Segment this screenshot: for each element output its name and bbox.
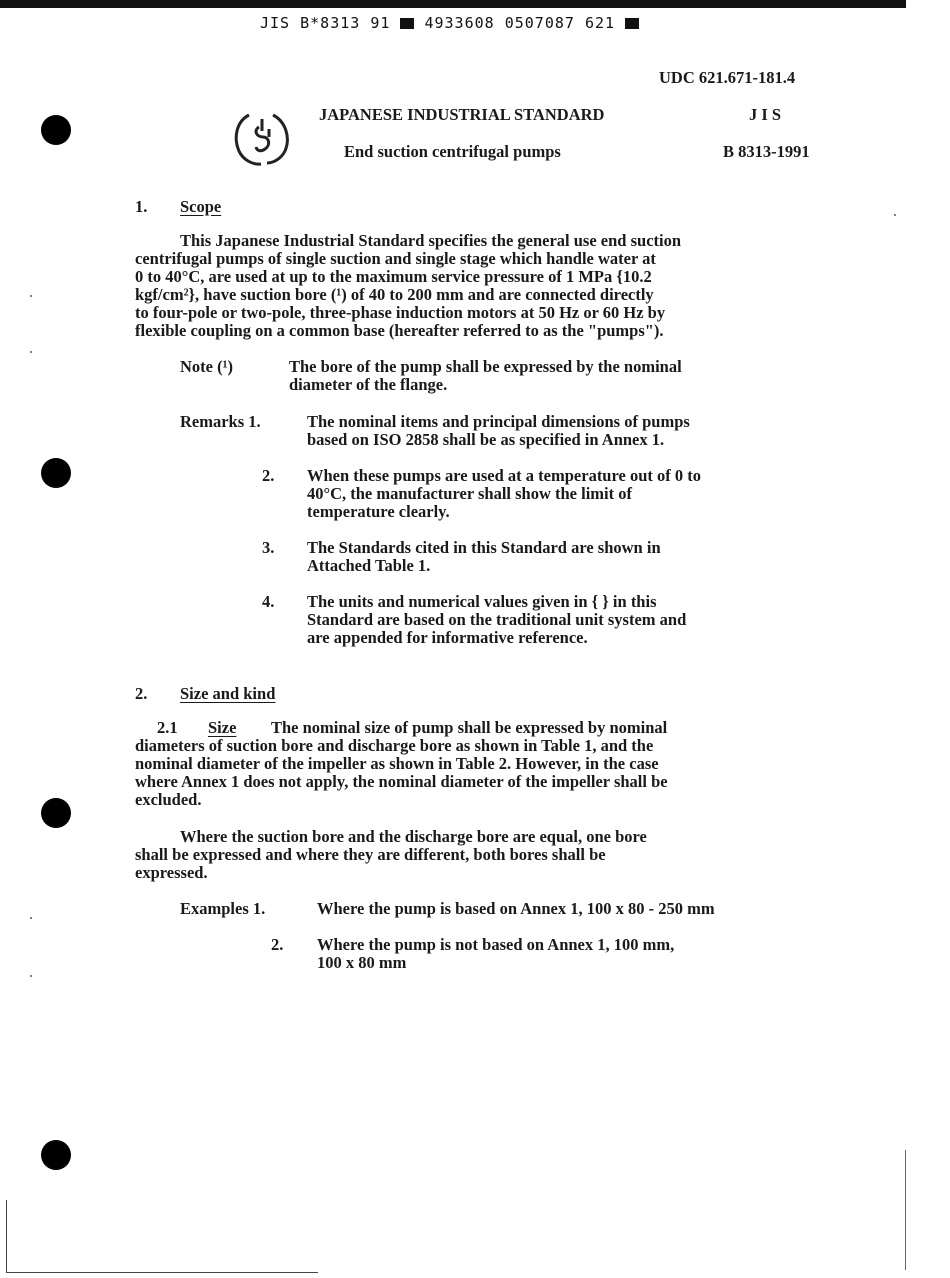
scan-speck — [30, 975, 32, 977]
section-2-number: 2. — [135, 684, 148, 703]
code-mid: 4933608 0507087 621 — [424, 14, 616, 32]
size-para-line-3: nominal diameter of the impeller as shown in Table 2. However, in the case — [135, 754, 659, 773]
scan-speck — [30, 917, 32, 919]
subsection-2-1-number: 2.1 — [157, 718, 178, 737]
remark-2-line-2: 40°C, the manufacturer shall show the limit of — [307, 484, 632, 503]
note-line-1: The bore of the pump shall be expressed by the nominal — [289, 357, 682, 376]
example-2-line-1: Where the pump is not based on Annex 1, 100 mm, — [317, 935, 675, 954]
jis-logo-icon — [231, 107, 293, 169]
bore-para-line-1: Where the suction bore and the discharge bore are equal, one bore — [180, 827, 647, 846]
scope-line-2: centrifugal pumps of single suction and single stage which handle water at — [135, 249, 656, 268]
punch-hole — [41, 1140, 71, 1170]
code-left: JIS B*8313 91 — [260, 14, 391, 32]
scope-line-6: flexible coupling on a common base (hereafter referred to as the "pumps"). — [135, 321, 664, 340]
remarks-label: Remarks 1. — [180, 412, 261, 431]
remark-2-line-3: temperature clearly. — [307, 502, 450, 521]
punch-hole — [41, 458, 71, 488]
section-2-title: Size and kind — [180, 684, 276, 703]
remark-3-line-2: Attached Table 1. — [307, 556, 431, 575]
scope-line-4: kgf/cm²}, have suction bore (¹) of 40 to 200 mm and are connected directly — [135, 285, 654, 304]
block-mark-icon — [625, 18, 639, 29]
scope-line-3: 0 to 40°C, are used at up to the maximum service pressure of 1 MPa {10.2 — [135, 267, 652, 286]
example-2-number: 2. — [271, 935, 284, 954]
size-para-line-2: diameters of suction bore and discharge bore as shown in Table 1, and the — [135, 736, 654, 755]
remark-1-line-2: based on ISO 2858 shall be as specified in Annex 1. — [307, 430, 665, 449]
top-scan-bar — [0, 0, 906, 8]
scan-speck — [30, 295, 32, 297]
example-2-line-2: 100 x 80 mm — [317, 953, 407, 972]
bore-para-line-3: expressed. — [135, 863, 208, 882]
udc-number: UDC 621.671-181.4 — [659, 68, 796, 87]
remark-4-number: 4. — [262, 592, 275, 611]
jis-label: J I S — [749, 105, 782, 124]
scan-speck — [30, 351, 32, 353]
scope-line-5: to four-pole or two-pole, three-phase induction motors at 50 Hz or 60 Hz by — [135, 303, 666, 322]
remark-4-line-2: Standard are based on the traditional unit system and — [307, 610, 687, 629]
remark-1-line-1: The nominal items and principal dimensions of pumps — [307, 412, 690, 431]
scan-edge-line — [6, 1272, 318, 1273]
remark-3-number: 3. — [262, 538, 275, 557]
remark-2-number: 2. — [262, 466, 275, 485]
section-1-title: Scope — [180, 197, 222, 216]
punch-hole — [41, 798, 71, 828]
size-para-line-5: excluded. — [135, 790, 202, 809]
document-code-line — [260, 14, 639, 32]
standard-title: End suction centrifugal pumps — [344, 142, 561, 161]
block-mark-icon — [400, 18, 414, 29]
section-1-number: 1. — [135, 197, 148, 216]
remark-3-line-1: The Standards cited in this Standard are shown in — [307, 538, 661, 557]
scan-edge-line — [905, 1150, 906, 1270]
scan-speck — [894, 214, 896, 216]
remark-4-line-1: The units and numerical values given in { } in this — [307, 592, 657, 611]
note-line-2: diameter of the flange. — [289, 375, 448, 394]
examples-label: Examples 1. — [180, 899, 266, 918]
note-label: Note (¹) — [180, 357, 234, 376]
org-name: JAPANESE INDUSTRIAL STANDARD — [319, 105, 605, 124]
standard-number: B 8313-1991 — [723, 142, 810, 161]
remark-4-line-3: are appended for informative reference. — [307, 628, 588, 647]
size-para-line-4: where Annex 1 does not apply, the nominal diameter of the impeller shall be — [135, 772, 668, 791]
subsection-2-1-title: Size — [208, 718, 237, 737]
size-para-first-line: The nominal size of pump shall be expressed by nominal — [271, 718, 668, 737]
example-1: Where the pump is based on Annex 1, 100 x 80 - 250 mm — [317, 899, 715, 918]
scan-edge-line — [6, 1200, 7, 1272]
bore-para-line-2: shall be expressed and where they are different, both bores shall be — [135, 845, 606, 864]
punch-hole — [41, 115, 71, 145]
remark-2-line-1: When these pumps are used at a temperature out of 0 to — [307, 466, 701, 485]
scope-line-1: This Japanese Industrial Standard specifies the general use end suction — [180, 231, 682, 250]
